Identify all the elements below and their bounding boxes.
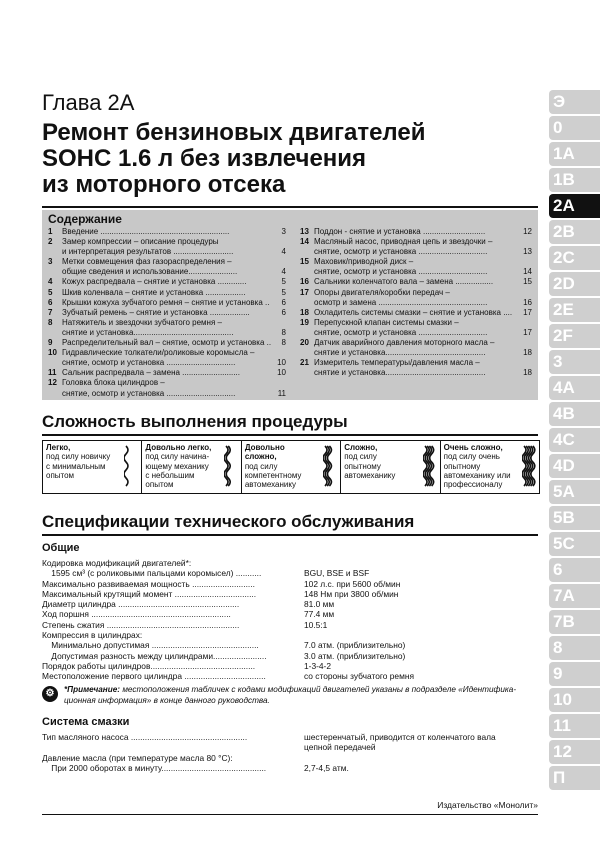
entry-page bbox=[272, 257, 286, 267]
chapter-tab[interactable]: 5В bbox=[549, 506, 600, 530]
difficulty-scale bbox=[42, 440, 540, 494]
contents-entry[interactable] bbox=[300, 348, 532, 358]
spec-key: При 2000 оборотах в минуту............................................. bbox=[42, 762, 267, 773]
spec-row bbox=[42, 661, 542, 671]
entry-title: Головка блока цилиндров – bbox=[62, 378, 165, 388]
difficulty-label: Довольно легко, bbox=[145, 443, 212, 452]
entry-number: 13 bbox=[300, 227, 309, 236]
spec-key: Ход поршня ............................................................ bbox=[42, 609, 231, 620]
entry-title: общие сведения и использование...................... bbox=[62, 267, 238, 277]
spec-row bbox=[42, 732, 542, 742]
contents-entry[interactable] bbox=[48, 257, 286, 267]
contents-entry[interactable] bbox=[300, 277, 532, 287]
entry-page: 14 bbox=[523, 267, 532, 277]
entry-number: 16 bbox=[300, 277, 309, 287]
chapter-tab[interactable]: 9 bbox=[549, 662, 600, 686]
spec-key: Кодировка модификаций двигателей*: bbox=[42, 558, 192, 568]
chapter-tab[interactable]: 7А bbox=[549, 584, 600, 608]
difficulty-text bbox=[245, 443, 317, 489]
entry-number: 2 bbox=[48, 237, 53, 247]
chapter-tab[interactable]: 4D bbox=[549, 454, 600, 478]
contents-entry[interactable] bbox=[300, 227, 532, 237]
entry-title: Введение .......................................................... bbox=[62, 227, 230, 236]
contents-entry[interactable] bbox=[300, 328, 532, 338]
chapter-tab[interactable]: 2С bbox=[549, 246, 600, 270]
difficulty-text bbox=[444, 443, 516, 489]
difficulty-label: Очень сложно, bbox=[443, 443, 503, 452]
entry-number bbox=[300, 298, 314, 308]
contents-entry[interactable] bbox=[300, 308, 532, 318]
entry-page: 6 bbox=[281, 307, 286, 317]
entry-number bbox=[48, 328, 62, 338]
chapter-tab[interactable]: 4А bbox=[549, 376, 600, 400]
spec-row bbox=[42, 579, 542, 589]
entry-page bbox=[272, 318, 286, 328]
entry-title: Перепускной клапан системы смазки – bbox=[314, 317, 459, 327]
chapter-tab[interactable]: 4В bbox=[549, 402, 600, 426]
entry-title: Зубчатый ремень – снятие и установка .................. bbox=[62, 307, 250, 317]
entry-page: 5 bbox=[281, 277, 286, 287]
difficulty-level bbox=[142, 441, 241, 493]
spec-row bbox=[42, 640, 542, 650]
footer-rule bbox=[42, 814, 538, 815]
title-line: SOHC 1.6 л без извлечения bbox=[42, 145, 367, 172]
oil-heading: Система смазки bbox=[42, 716, 130, 728]
entry-title: Маховик/приводной диск – bbox=[314, 257, 414, 267]
spanner-icon bbox=[522, 444, 536, 488]
note-text bbox=[64, 684, 542, 706]
difficulty-label: Довольно сложно, bbox=[244, 443, 285, 462]
entry-number: 14 bbox=[300, 237, 309, 247]
entry-number: 17 bbox=[300, 287, 309, 297]
chapter-tab[interactable]: 1В bbox=[549, 168, 600, 192]
chapter-tab[interactable]: 11 bbox=[549, 714, 600, 738]
spec-value: 81.0 мм bbox=[304, 599, 335, 610]
difficulty-text bbox=[344, 443, 416, 480]
chapter-tab[interactable]: 2D bbox=[549, 272, 600, 296]
contents-entry[interactable] bbox=[300, 338, 532, 348]
chapter-tab[interactable]: 5С bbox=[549, 532, 600, 556]
spec-key: Тип масляного насоса .................................................. bbox=[42, 732, 248, 742]
spec-row bbox=[42, 589, 542, 599]
spanner-icon bbox=[224, 444, 238, 488]
entry-title: осмотр и замена ................................................. bbox=[314, 297, 488, 307]
entry-number bbox=[48, 247, 62, 257]
spec-key: Допустимая разность между цилиндрами....................... bbox=[42, 650, 267, 661]
entry-title: Опоры двигателя/коробки передач – bbox=[314, 287, 450, 297]
entry-title: и интерпретация результатов ........................... bbox=[62, 247, 234, 257]
entry-title: Масляный насос, приводная цепь и звездочки – bbox=[314, 237, 493, 247]
spanner-icon bbox=[124, 444, 138, 488]
entry-title: Натяжитель и звездочки зубчатого ремня – bbox=[62, 317, 222, 327]
spec-value: шестеренчатый, приводится от коленчатого вала bbox=[304, 732, 496, 742]
title-line: Ремонт бензиновых двигателей bbox=[42, 119, 426, 146]
spec-key: Компрессия в цилиндрах: bbox=[42, 630, 143, 641]
spec-value: 7.0 атм. (приблизительно) bbox=[304, 640, 406, 651]
entry-title: снятие, осмотр и установка ............................... bbox=[314, 267, 488, 277]
entry-number: 6 bbox=[48, 297, 53, 307]
entry-page: 18 bbox=[523, 348, 532, 358]
chapter-tab[interactable]: 2F bbox=[549, 324, 600, 348]
contents-entry[interactable] bbox=[48, 318, 286, 328]
entry-page: 17 bbox=[523, 307, 532, 317]
entry-title: Метки совмещения фаз газораспределения – bbox=[62, 257, 232, 267]
contents-entry[interactable] bbox=[48, 227, 286, 237]
entry-title: снятие, осмотр и установка ............................... bbox=[314, 327, 488, 337]
entry-page bbox=[518, 338, 532, 348]
contents-entry[interactable] bbox=[48, 348, 286, 358]
entry-title: снятие, осмотр и установка ............................... bbox=[62, 388, 236, 398]
entry-number bbox=[300, 348, 314, 358]
difficulty-text bbox=[145, 443, 217, 489]
chapter-tab[interactable]: 7В bbox=[549, 610, 600, 634]
chapter-tab[interactable]: 4С bbox=[549, 428, 600, 452]
chapter-tab[interactable]: 5А bbox=[549, 480, 600, 504]
spec-row bbox=[42, 763, 542, 773]
entry-page: 17 bbox=[523, 327, 532, 337]
entry-title: Крышки кожуха зубчатого ремня – снятие и установка .. bbox=[62, 297, 270, 307]
difficulty-heading: Сложность выполнения процедуры bbox=[42, 412, 348, 431]
info-icon: ⚙ bbox=[42, 686, 58, 702]
entry-title: снятие и установка............................................. bbox=[314, 368, 486, 378]
entry-number bbox=[48, 358, 62, 368]
spec-key bbox=[42, 742, 304, 752]
contents-entry[interactable] bbox=[48, 277, 286, 287]
entry-page: 6 bbox=[281, 297, 286, 307]
spec-key: Минимально допустимая .............................................. bbox=[42, 640, 259, 651]
contents-entry[interactable] bbox=[300, 267, 532, 277]
spanner-icon bbox=[323, 444, 337, 488]
entry-number: 11 bbox=[48, 368, 57, 378]
entry-page: 8 bbox=[281, 327, 286, 337]
spec-value: 1-3-4-2 bbox=[304, 660, 331, 671]
chapter-label: Глава 2А bbox=[42, 90, 135, 115]
chapter-tab[interactable]: 0 bbox=[549, 116, 600, 140]
chapter-tab[interactable]: 2E bbox=[549, 298, 600, 322]
entry-number bbox=[300, 328, 314, 338]
entry-page bbox=[272, 348, 286, 358]
difficulty-level bbox=[441, 441, 539, 493]
publisher: Издательство «Монолит» bbox=[437, 800, 538, 810]
entry-page: 10 bbox=[277, 358, 286, 368]
spec-key: Степень сжатия ......................................................... bbox=[42, 619, 240, 630]
spec-value: цепной передачей bbox=[304, 742, 376, 753]
entry-title: Поддон - снятие и установка ............................ bbox=[314, 227, 486, 236]
entry-page: 16 bbox=[523, 297, 532, 307]
title-line: из моторного отсека bbox=[42, 171, 286, 198]
spec-value: 77.4 мм bbox=[304, 609, 335, 620]
difficulty-label: Легко, bbox=[46, 443, 71, 452]
contents-entry[interactable] bbox=[48, 389, 286, 399]
chapter-tab[interactable]: 8 bbox=[549, 636, 600, 660]
spec-row bbox=[42, 620, 542, 630]
oil-specs bbox=[42, 732, 542, 773]
entry-page bbox=[272, 237, 286, 247]
spec-row bbox=[42, 568, 542, 578]
contents-entry[interactable] bbox=[300, 318, 532, 328]
entry-title: снятие и установка............................................. bbox=[314, 348, 486, 358]
difficulty-desc: под силу новичку с минимальным опытом bbox=[46, 452, 111, 480]
entry-number: 21 bbox=[300, 358, 309, 368]
spec-row bbox=[42, 742, 542, 752]
entry-title: Сальник распредвала – замена .......................... bbox=[62, 368, 240, 378]
contents-entry[interactable] bbox=[300, 247, 532, 257]
chapter-tab[interactable]: 12 bbox=[549, 740, 600, 764]
specs-heading: Спецификации технического обслуживания bbox=[42, 512, 415, 531]
spec-key: Давление масла (при температуре масла 80 °С): bbox=[42, 752, 233, 763]
entry-page bbox=[518, 257, 532, 267]
spec-value: 3.0 атм. (приблизительно) bbox=[304, 650, 406, 661]
chapter-tab[interactable]: 2В bbox=[549, 220, 600, 244]
spec-value bbox=[304, 753, 542, 763]
chapter-tab[interactable]: 2А bbox=[549, 194, 600, 218]
spec-key: Местоположение первого цилиндра ................................... bbox=[42, 671, 266, 682]
contents-heading: Содержание bbox=[48, 212, 122, 226]
contents-entry[interactable] bbox=[48, 247, 286, 257]
entry-number bbox=[300, 247, 314, 257]
spec-value: 102 л.с. при 5600 об/мин bbox=[304, 578, 401, 589]
entry-title: Датчик аварийного давления моторного масла – bbox=[314, 338, 495, 348]
spec-row bbox=[42, 558, 542, 568]
entry-number bbox=[48, 267, 62, 277]
spec-key: Порядок работы цилиндров............................................. bbox=[42, 660, 256, 671]
spec-key: Максимально развиваемая мощность ........................... bbox=[42, 578, 255, 589]
chapter-tab[interactable]: 3 bbox=[549, 350, 600, 374]
difficulty-desc: под силу опытному автомеханику bbox=[344, 452, 396, 480]
contents-entry[interactable] bbox=[48, 298, 286, 308]
entry-page: 11 bbox=[277, 388, 286, 398]
spec-value: 2,7-4,5 атм. bbox=[304, 762, 349, 773]
difficulty-level bbox=[341, 441, 440, 493]
entry-title: Кожух распредвала – снятие и установка ............. bbox=[62, 277, 247, 287]
contents-entry[interactable] bbox=[300, 237, 532, 247]
entry-number: 3 bbox=[48, 257, 53, 267]
chapter-tab[interactable]: 1А bbox=[549, 142, 600, 166]
entry-number: 10 bbox=[48, 348, 57, 358]
contents-box bbox=[42, 210, 538, 400]
difficulty-label: Сложно, bbox=[344, 443, 378, 452]
contents-entry[interactable] bbox=[48, 237, 286, 247]
contents-entry[interactable] bbox=[48, 288, 286, 298]
note-body: местоположения табличек с кодами модификаций двигателей указаны в подразделе «Идентифика- ционная информация» в конце данного руководства. bbox=[64, 685, 517, 705]
entry-page: 3 bbox=[281, 227, 286, 236]
entry-number bbox=[300, 368, 314, 378]
entry-page: 13 bbox=[523, 247, 532, 257]
general-specs bbox=[42, 558, 542, 682]
contents-left-column bbox=[48, 227, 286, 399]
difficulty-text bbox=[46, 443, 118, 480]
entry-number: 19 bbox=[300, 317, 309, 327]
note-label: *Примечание: bbox=[64, 685, 121, 694]
spec-key: Максимальный крутящий момент ................................... bbox=[42, 588, 257, 599]
contents-entry[interactable] bbox=[300, 257, 532, 267]
contents-entry[interactable] bbox=[48, 308, 286, 318]
page-title bbox=[42, 120, 512, 198]
difficulty-level bbox=[242, 441, 341, 493]
contents-right-column bbox=[300, 227, 532, 378]
general-heading: Общие bbox=[42, 542, 80, 554]
spec-key: 1595 см³ (с роликовыми пальцами коромысел) ........... bbox=[42, 568, 262, 579]
title-rule bbox=[42, 206, 538, 208]
entry-page bbox=[518, 237, 532, 247]
entry-number: 12 bbox=[48, 378, 57, 388]
entry-page bbox=[272, 378, 286, 388]
contents-entry[interactable] bbox=[48, 368, 286, 378]
spec-value: BGU, BSE и BSF bbox=[304, 568, 370, 579]
contents-entry[interactable] bbox=[48, 378, 286, 388]
contents-entry[interactable] bbox=[300, 298, 532, 308]
contents-entry[interactable] bbox=[300, 358, 532, 368]
entry-title: Сальники коленчатого вала – замена ................. bbox=[314, 277, 494, 287]
contents-entry[interactable] bbox=[48, 358, 286, 368]
spec-value: 148 Нм при 3800 об/мин bbox=[304, 588, 399, 599]
entry-title: Гидравлические толкатели/роликовые коромысла – bbox=[62, 348, 255, 358]
difficulty-rule bbox=[42, 434, 538, 436]
chapter-tabs bbox=[549, 90, 600, 792]
spec-value bbox=[304, 558, 542, 568]
specs-rule bbox=[42, 534, 538, 536]
entry-page bbox=[518, 318, 532, 328]
entry-page: 18 bbox=[523, 368, 532, 378]
entry-title: Измеритель температуры/давления масла – bbox=[314, 358, 480, 368]
entry-page: 8 bbox=[281, 338, 286, 348]
spec-value: 10.5:1 bbox=[304, 619, 328, 630]
entry-number: 5 bbox=[48, 287, 53, 297]
note bbox=[42, 684, 542, 706]
spec-row bbox=[42, 609, 542, 619]
contents-entry[interactable] bbox=[48, 328, 286, 338]
entry-page: 10 bbox=[277, 368, 286, 378]
entry-number: 20 bbox=[300, 338, 309, 348]
entry-title: Охладитель системы смазки – снятие и установка .... bbox=[314, 307, 513, 317]
entry-page: 4 bbox=[281, 247, 286, 257]
entry-page bbox=[518, 358, 532, 368]
entry-title: Замер компрессии – описание процедуры bbox=[62, 237, 219, 247]
spec-row bbox=[42, 651, 542, 661]
entry-number: 4 bbox=[48, 277, 53, 287]
entry-number: 7 bbox=[48, 307, 53, 317]
spec-row bbox=[42, 599, 542, 609]
spec-key: Диаметр цилиндра .................................................... bbox=[42, 599, 240, 610]
entry-number: 1 bbox=[48, 227, 53, 236]
entry-number bbox=[300, 267, 314, 277]
spanner-icon bbox=[423, 444, 437, 488]
entry-title: Шкив коленвала – снятие и установка .................. bbox=[62, 287, 246, 297]
difficulty-desc: под силу компетентному автомеханику bbox=[244, 461, 302, 490]
chapter-tab[interactable]: Э bbox=[549, 90, 600, 114]
entry-number: 8 bbox=[48, 317, 53, 327]
entry-page: 15 bbox=[523, 277, 532, 287]
difficulty-level bbox=[43, 441, 142, 493]
entry-title: Распределительный вал – снятие, осмотр и установка .. bbox=[62, 338, 272, 348]
spec-value bbox=[304, 630, 542, 640]
contents-entry[interactable] bbox=[300, 368, 532, 378]
spec-row bbox=[42, 753, 542, 763]
chapter-tab[interactable]: 10 bbox=[549, 688, 600, 712]
entry-number: 18 bbox=[300, 307, 309, 317]
contents-entry[interactable] bbox=[300, 288, 532, 298]
difficulty-desc: под силу начина- ющему механику с небольшим опытом bbox=[145, 452, 210, 490]
spec-row bbox=[42, 630, 542, 640]
entry-page: 4 bbox=[281, 267, 286, 277]
chapter-tab[interactable]: 6 bbox=[549, 558, 600, 582]
spec-row bbox=[42, 671, 542, 681]
entry-page: 5 bbox=[281, 287, 286, 297]
spec-value: со стороны зубчатого ремня bbox=[304, 671, 415, 682]
chapter-tab[interactable]: П bbox=[549, 766, 600, 790]
entry-title: снятие и установка............................................. bbox=[62, 327, 234, 337]
entry-title: снятие, осмотр и установка ............................... bbox=[314, 247, 488, 257]
entry-number: 15 bbox=[300, 257, 309, 267]
contents-entry[interactable] bbox=[48, 267, 286, 277]
entry-number: 9 bbox=[48, 338, 53, 348]
entry-page bbox=[518, 288, 532, 298]
entry-title: снятие, осмотр и установка ............................... bbox=[62, 358, 236, 368]
entry-page: 12 bbox=[523, 227, 532, 236]
contents-entry[interactable] bbox=[48, 338, 286, 348]
entry-number bbox=[48, 389, 62, 399]
difficulty-desc: под силу очень опытному автомеханику или профессионалу bbox=[443, 452, 511, 490]
